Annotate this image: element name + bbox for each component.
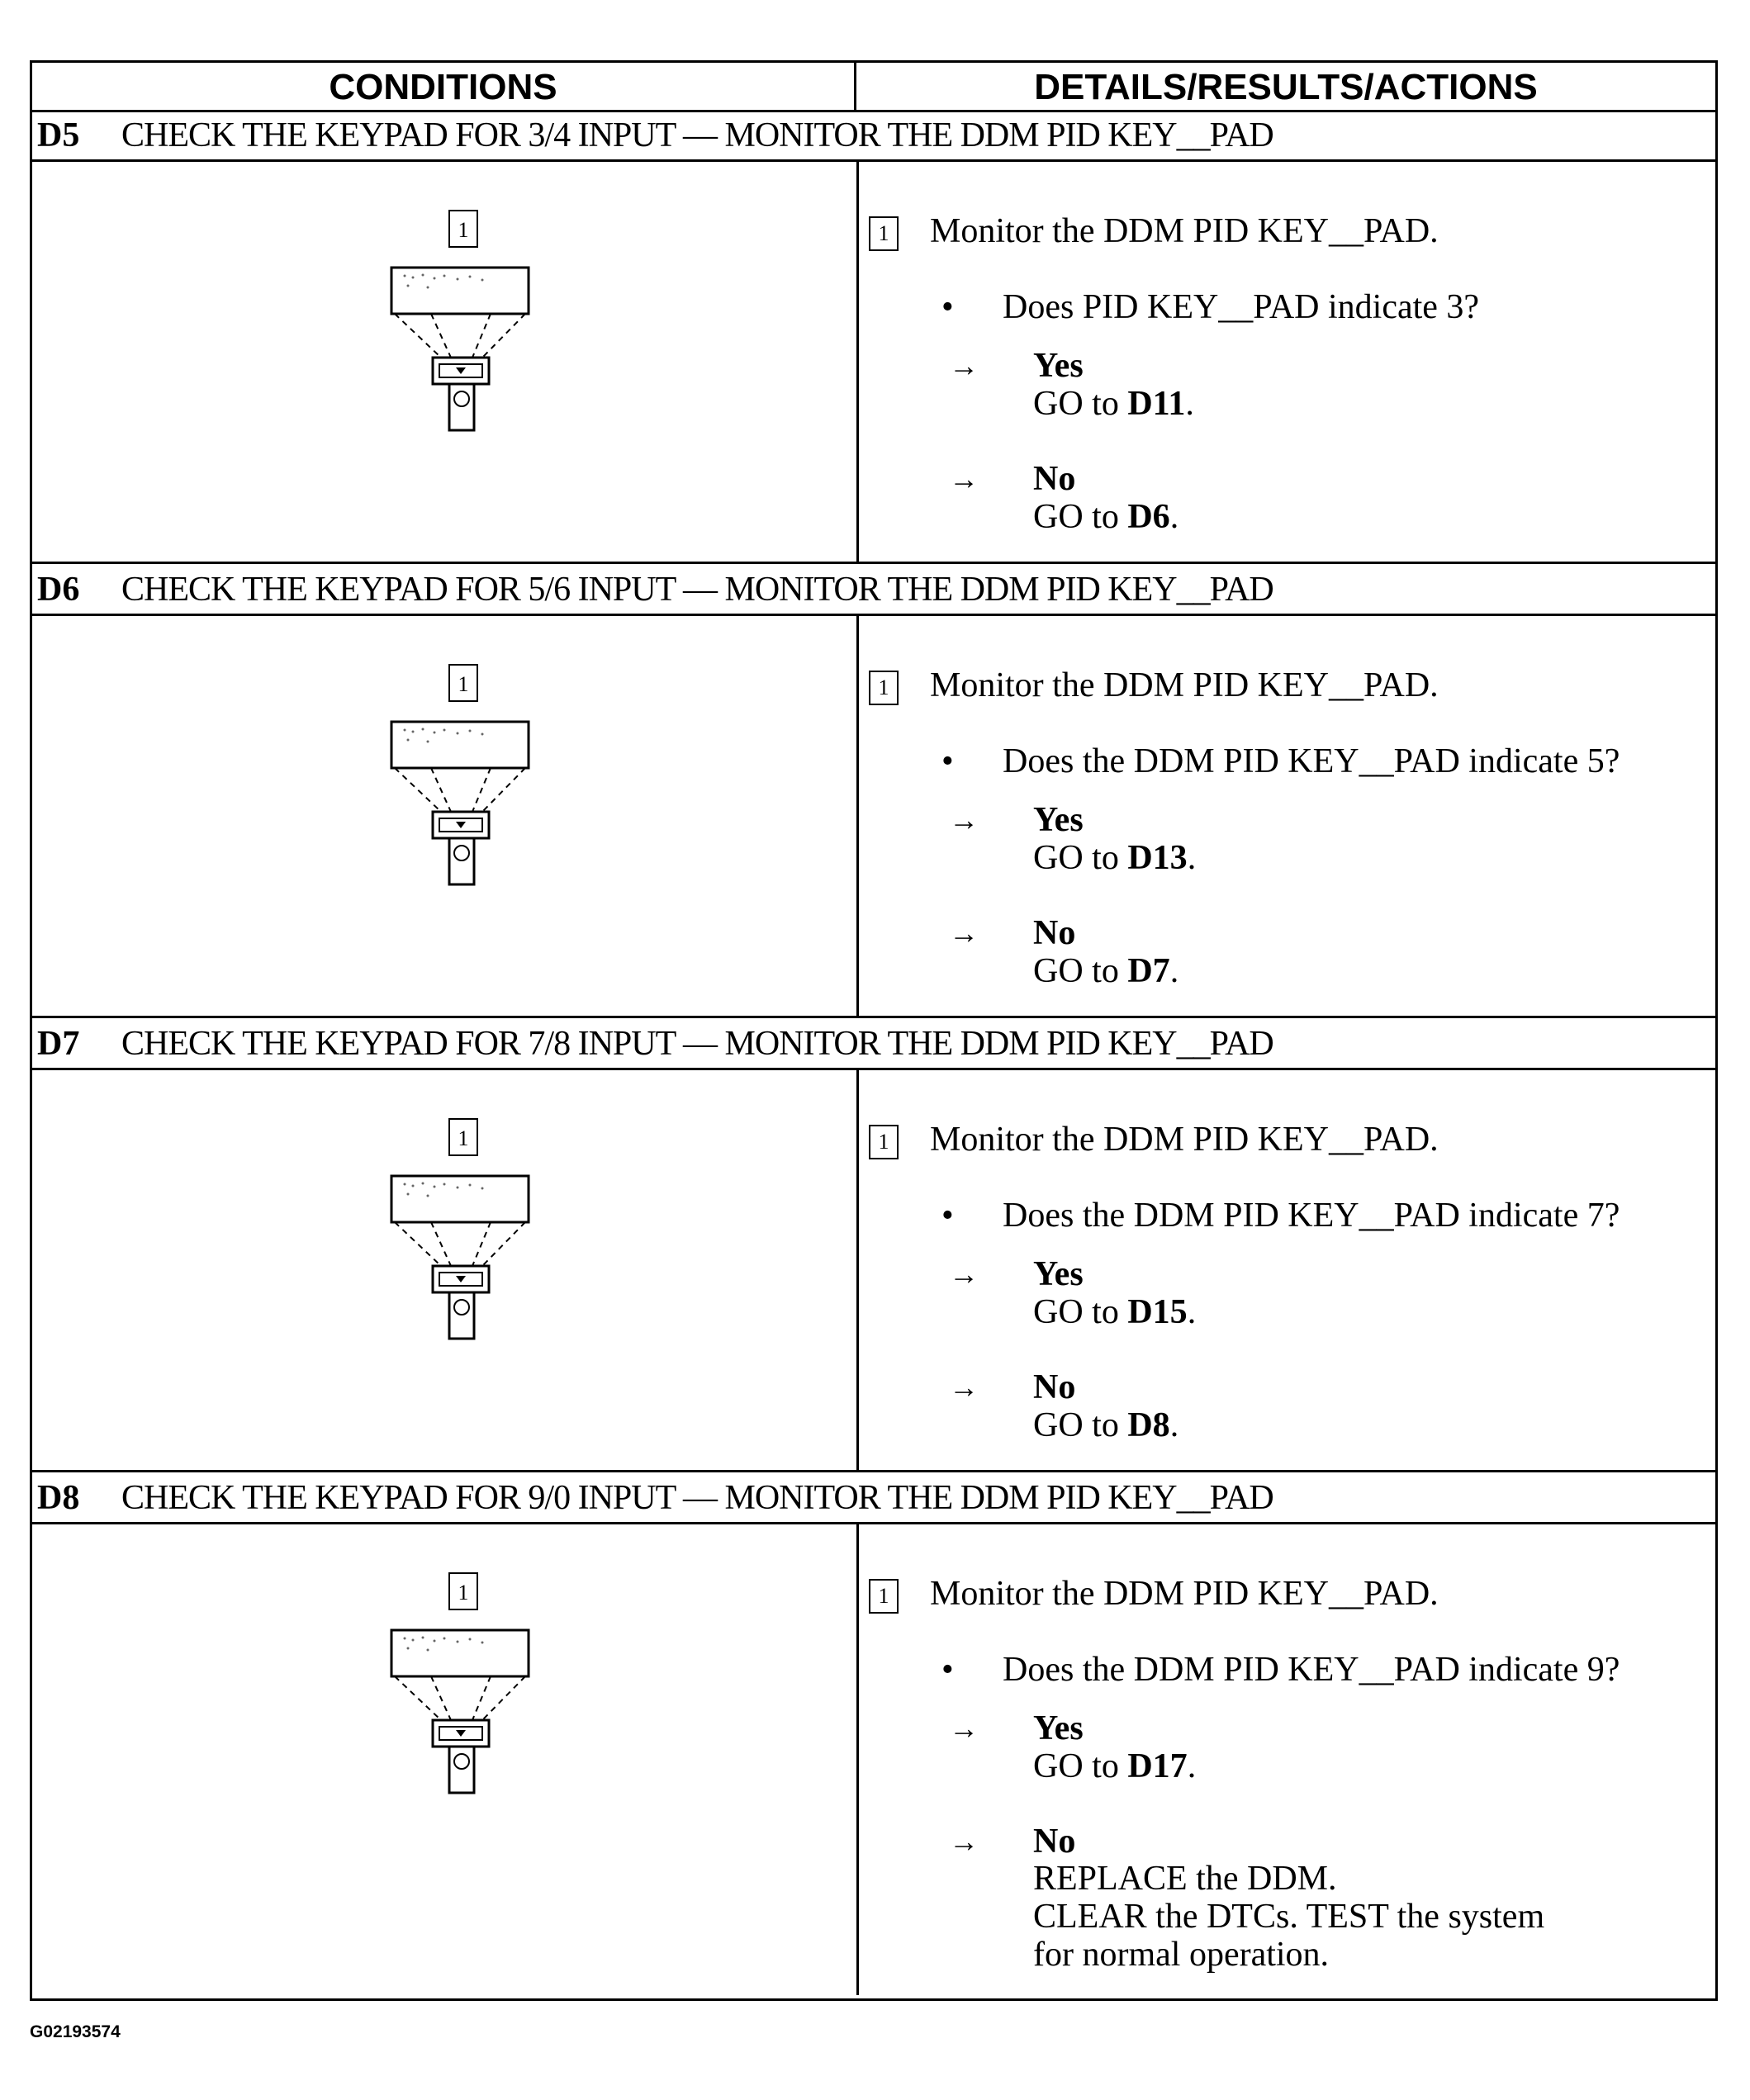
- keypad-connector-illustration: [358, 1116, 565, 1363]
- no-result: GO to D7.: [1033, 952, 1179, 990]
- no-go-text: GO to: [1033, 1406, 1119, 1444]
- no-label: No: [1033, 914, 1076, 952]
- action-text: Monitor the DDM PID KEY__PAD.: [930, 1121, 1439, 1159]
- step-title-row: [32, 1018, 1715, 1070]
- arrow-icon: →: [949, 462, 979, 495]
- no-result: GO to D6.: [1033, 498, 1179, 536]
- step-body: [32, 1524, 1715, 1995]
- step-id: D6: [37, 571, 80, 609]
- yes-target-link[interactable]: D15: [1127, 1293, 1188, 1331]
- arrow-icon: →: [949, 917, 979, 950]
- action-number-box: 1: [869, 671, 899, 705]
- step-body: [32, 162, 1715, 564]
- no-label: No: [1033, 460, 1076, 498]
- bullet-icon: •: [941, 1197, 954, 1235]
- yes-result: GO to D15.: [1033, 1293, 1197, 1331]
- question-row: [941, 287, 1479, 327]
- no-go-text: GO to: [1033, 498, 1119, 536]
- callout-number: 1: [458, 218, 469, 242]
- yes-go-text: GO to: [1033, 839, 1119, 877]
- question-row: [941, 1650, 1620, 1690]
- bullet-icon: •: [941, 288, 954, 326]
- arrow-icon: →: [949, 1258, 979, 1291]
- keypad-icon: [391, 722, 529, 768]
- action-row: [869, 1120, 1439, 1159]
- step-body: [32, 1070, 1715, 1472]
- step-body: [32, 616, 1715, 1018]
- step-title-row: [32, 1472, 1715, 1524]
- question-text: Does the DDM PID KEY__PAD indicate 9?: [1003, 1651, 1620, 1689]
- conditions-header: CONDITIONS: [32, 63, 856, 110]
- yes-go-text: GO to: [1033, 1747, 1119, 1785]
- no-result: [1033, 1860, 1544, 1974]
- figure-id: G02193574: [30, 2022, 121, 2041]
- column-divider: [856, 1524, 859, 1995]
- yes-label: Yes: [1033, 347, 1084, 385]
- action-number-box: 1: [869, 216, 899, 251]
- no-result-line: CLEAR the DTCs. TEST the system: [1033, 1898, 1545, 1936]
- details-header: DETAILS/RESULTS/ACTIONS: [1034, 67, 1538, 107]
- step-title-row: [32, 110, 1715, 162]
- dashed-leader-lines: [395, 1222, 525, 1266]
- keypad-icon: [391, 1176, 529, 1222]
- question-row: [941, 1196, 1620, 1235]
- action-text: Monitor the DDM PID KEY__PAD.: [930, 666, 1439, 704]
- yes-go-text: GO to: [1033, 385, 1119, 423]
- table-header: [32, 63, 1715, 112]
- callout-number: 1: [458, 1581, 469, 1605]
- callout-number: 1: [458, 672, 469, 696]
- keypad-connector-illustration: [358, 661, 565, 909]
- yes-label: Yes: [1033, 1255, 1084, 1293]
- no-label: No: [1033, 1823, 1076, 1861]
- step-title: CHECK THE KEYPAD FOR 7/8 INPUT — MONITOR THE DDM PID KEY__PAD: [121, 1025, 1273, 1063]
- yes-result: GO to D11.: [1033, 385, 1194, 423]
- callout-number: 1: [458, 1126, 469, 1150]
- bullet-icon: •: [941, 1651, 954, 1689]
- step-id: D5: [37, 116, 80, 154]
- step-title: CHECK THE KEYPAD FOR 3/4 INPUT — MONITOR THE DDM PID KEY__PAD: [121, 116, 1273, 154]
- step-id: D7: [37, 1025, 80, 1063]
- no-result-line: for normal operation.: [1033, 1936, 1330, 1974]
- no-label: No: [1033, 1368, 1076, 1406]
- column-divider: [856, 1070, 859, 1470]
- keypad-icon: [391, 268, 529, 314]
- no-target-link[interactable]: D6: [1127, 498, 1170, 536]
- action-number-box: 1: [869, 1579, 899, 1614]
- arrow-icon: →: [949, 1712, 979, 1745]
- keypad-icon: [391, 1630, 529, 1676]
- yes-go-text: GO to: [1033, 1293, 1119, 1331]
- step-id: D8: [37, 1479, 80, 1517]
- dashed-leader-lines: [395, 768, 525, 812]
- yes-label: Yes: [1033, 801, 1084, 839]
- arrow-icon: →: [949, 349, 979, 382]
- yes-target-link[interactable]: D17: [1127, 1747, 1188, 1785]
- action-text: Monitor the DDM PID KEY__PAD.: [930, 212, 1439, 250]
- yes-label: Yes: [1033, 1709, 1084, 1747]
- yes-target-link[interactable]: D11: [1127, 385, 1186, 423]
- question-row: [941, 742, 1620, 781]
- keypad-connector-illustration: [358, 1570, 565, 1818]
- yes-target-link[interactable]: D13: [1127, 839, 1188, 877]
- bullet-icon: •: [941, 742, 954, 780]
- action-row: [869, 211, 1439, 251]
- column-divider: [856, 616, 859, 1016]
- keypad-connector-illustration: [358, 207, 565, 455]
- step-title: CHECK THE KEYPAD FOR 9/0 INPUT — MONITOR THE DDM PID KEY__PAD: [121, 1479, 1273, 1517]
- arrow-icon: →: [949, 803, 979, 837]
- yes-result: GO to D17.: [1033, 1747, 1197, 1785]
- question-text: Does PID KEY__PAD indicate 3?: [1003, 288, 1480, 326]
- no-target-link[interactable]: D7: [1127, 952, 1170, 990]
- no-result: GO to D8.: [1033, 1406, 1179, 1444]
- action-row: [869, 666, 1439, 705]
- dashed-leader-lines: [395, 1676, 525, 1720]
- no-result-line: REPLACE the DDM.: [1033, 1860, 1337, 1898]
- column-divider: [856, 162, 859, 562]
- no-go-text: GO to: [1033, 952, 1119, 990]
- action-number-box: 1: [869, 1125, 899, 1159]
- step-title-row: [32, 564, 1715, 616]
- dashed-leader-lines: [395, 314, 525, 358]
- arrow-icon: →: [949, 1371, 979, 1404]
- no-target-link[interactable]: D8: [1127, 1406, 1170, 1444]
- step-title: CHECK THE KEYPAD FOR 5/6 INPUT — MONITOR THE DDM PID KEY__PAD: [121, 571, 1273, 609]
- arrow-icon: →: [949, 1825, 979, 1858]
- diagnostic-table: [30, 60, 1718, 2001]
- question-text: Does the DDM PID KEY__PAD indicate 7?: [1003, 1197, 1620, 1235]
- question-text: Does the DDM PID KEY__PAD indicate 5?: [1003, 742, 1620, 780]
- yes-result: GO to D13.: [1033, 839, 1197, 877]
- action-row: [869, 1574, 1439, 1614]
- action-text: Monitor the DDM PID KEY__PAD.: [930, 1575, 1439, 1613]
